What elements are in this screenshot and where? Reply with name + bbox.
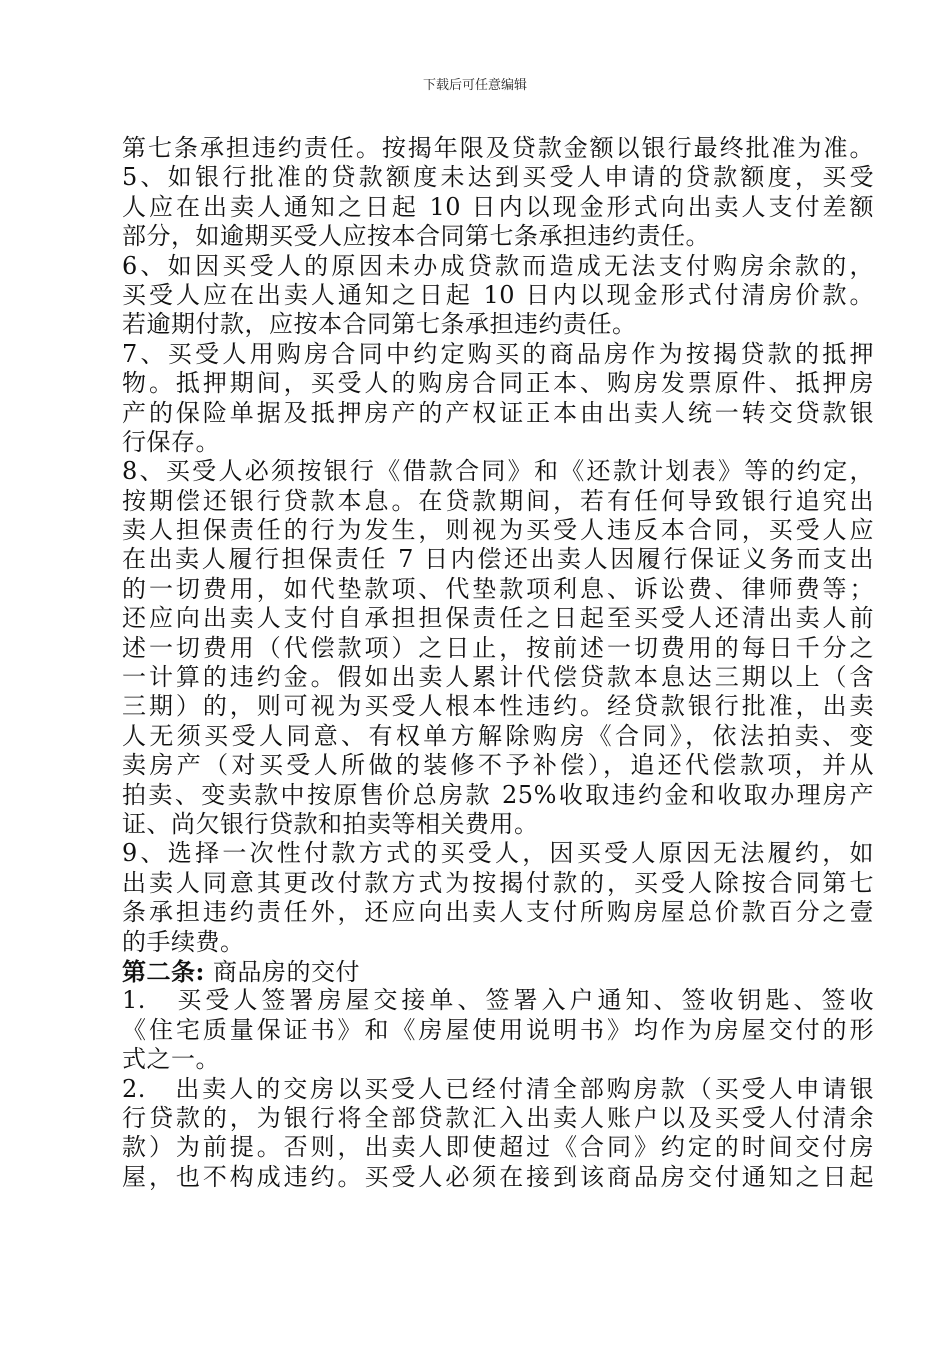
section-heading-label: 第二条: xyxy=(122,956,205,986)
line-text: 在出卖人履行担保责任 7 日内偿还出卖人因履行保证义务而支出 xyxy=(122,545,874,574)
line-text: 2. 出卖人的交房以买受人已经付清全部购房款（买受人申请银 xyxy=(122,1074,874,1103)
line-text: 8、买受人必须按银行《借款合同》和《还款计划表》等的约定， xyxy=(122,457,874,486)
line-text: 屋，也不构成违约。买受人必须在接到该商品房交付通知之日起 xyxy=(122,1162,874,1191)
line-text: 条承担违约责任外，还应向出卖人支付所购房屋总价款百分之壹 xyxy=(122,898,874,927)
text-line xyxy=(122,516,874,545)
text-line xyxy=(122,457,874,486)
line-text: 的一切费用，如代垫款项、代垫款项利息、诉讼费、律师费等； xyxy=(122,574,874,603)
text-line xyxy=(122,163,874,192)
text-line xyxy=(122,986,874,1015)
text-line xyxy=(122,957,874,986)
line-text: 行保存。 xyxy=(122,427,220,456)
text-line xyxy=(122,663,874,692)
line-text: 卖人担保责任的行为发生，则视为买受人违反本合同，买受人应 xyxy=(122,516,874,545)
text-line xyxy=(122,1016,874,1045)
text-line xyxy=(122,692,874,721)
line-text: 第七条承担违约责任。按揭年限及贷款金额以银行最终批准为准。 xyxy=(122,134,874,162)
text-line xyxy=(122,634,874,663)
text-line xyxy=(122,928,874,957)
line-text: 证、尚欠银行贷款和拍卖等相关费用。 xyxy=(122,809,539,838)
text-line xyxy=(122,545,874,574)
text-line xyxy=(122,869,874,898)
text-line xyxy=(122,340,874,369)
text-line xyxy=(122,252,874,281)
line-text: 一计算的违约金。假如出卖人累计代偿贷款本息达三期以上（含 xyxy=(122,663,874,692)
text-line xyxy=(122,1133,874,1162)
line-text: 部分，如逾期买受人应按本合同第七条承担违约责任。 xyxy=(122,222,710,251)
text-line xyxy=(122,310,874,339)
text-line xyxy=(122,839,874,868)
line-text: 物。抵押期间，买受人的购房合同正本、购房发票原件、抵押房 xyxy=(122,369,874,398)
line-text: 9、选择一次性付款方式的买受人，因买受人原因无法履约，如 xyxy=(122,839,874,868)
line-text: 7、买受人用购房合同中约定购买的商品房作为按揭贷款的抵押 xyxy=(122,339,874,368)
line-text: 还应向出卖人支付自承担担保责任之日起至买受人还清出卖人前 xyxy=(122,604,874,633)
line-text: 商品房的交付 xyxy=(204,957,360,986)
text-line xyxy=(122,604,874,633)
text-line xyxy=(122,428,874,457)
line-text: 5、如银行批准的贷款额度未达到买受人申请的贷款额度，买受 xyxy=(122,163,874,192)
text-line xyxy=(122,487,874,516)
text-line xyxy=(122,1075,874,1104)
line-text: 卖房产（对买受人所做的装修不予补偿），追还代偿款项，并从 xyxy=(122,751,874,780)
text-line xyxy=(122,134,874,163)
document-body xyxy=(122,134,874,1192)
text-line xyxy=(122,751,874,780)
text-line xyxy=(122,898,874,927)
line-text: 买受人应在出卖人通知之日起 10 日内以现金形式付清房价款。 xyxy=(122,280,874,309)
line-text: 述一切费用（代偿款项）之日止，按前述一切费用的每日千分之 xyxy=(122,633,874,662)
text-line xyxy=(122,575,874,604)
line-text: 式之一。 xyxy=(122,1045,220,1074)
line-text: 若逾期付款，应按本合同第七条承担违约责任。 xyxy=(122,310,637,339)
line-text: 出卖人同意其更改付款方式为按揭付款的，买受人除按合同第七 xyxy=(122,868,874,897)
line-text: 拍卖、变卖款中按原售价总房款 25%收取违约金和收取办理房产 xyxy=(122,780,874,809)
line-text: 《住宅质量保证书》和《房屋使用说明书》均作为房屋交付的形 xyxy=(122,1015,874,1044)
text-line xyxy=(122,1045,874,1074)
text-line xyxy=(122,281,874,310)
text-line xyxy=(122,193,874,222)
text-line xyxy=(122,722,874,751)
line-text: 款）为前提。否则，出卖人即使超过《合同》约定的时间交付房 xyxy=(122,1133,874,1162)
text-line xyxy=(122,810,874,839)
line-text: 产的保险单据及抵押房产的产权证正本由出卖人统一转交贷款银 xyxy=(122,398,874,427)
line-text: 行贷款的，为银行将全部贷款汇入出卖人账户以及买受人付清余 xyxy=(122,1103,874,1132)
line-text: 的手续费。 xyxy=(122,927,245,956)
line-text: 人无须买受人同意、有权单方解除购房《合同》，依法拍卖、变 xyxy=(122,721,874,750)
text-line xyxy=(122,1163,874,1192)
line-text: 1. 买受人签署房屋交接单、签署入户通知、签收钥匙、签收 xyxy=(122,986,874,1015)
line-text: 按期偿还银行贷款本息。在贷款期间，若有任何导致银行追究出 xyxy=(122,486,874,515)
text-line xyxy=(122,781,874,810)
line-text: 6、如因买受人的原因未办成贷款而造成无法支付购房余款的， xyxy=(122,251,874,280)
text-line xyxy=(122,222,874,251)
line-text: 人应在出卖人通知之日起 10 日内以现金形式向出卖人支付差额 xyxy=(122,192,874,221)
line-text: 三期）的，则可视为买受人根本性违约。经贷款银行批准，出卖 xyxy=(122,692,874,721)
text-line xyxy=(122,369,874,398)
text-line xyxy=(122,1104,874,1133)
page-header: 下载后可任意编辑 xyxy=(422,78,527,93)
text-line xyxy=(122,399,874,428)
